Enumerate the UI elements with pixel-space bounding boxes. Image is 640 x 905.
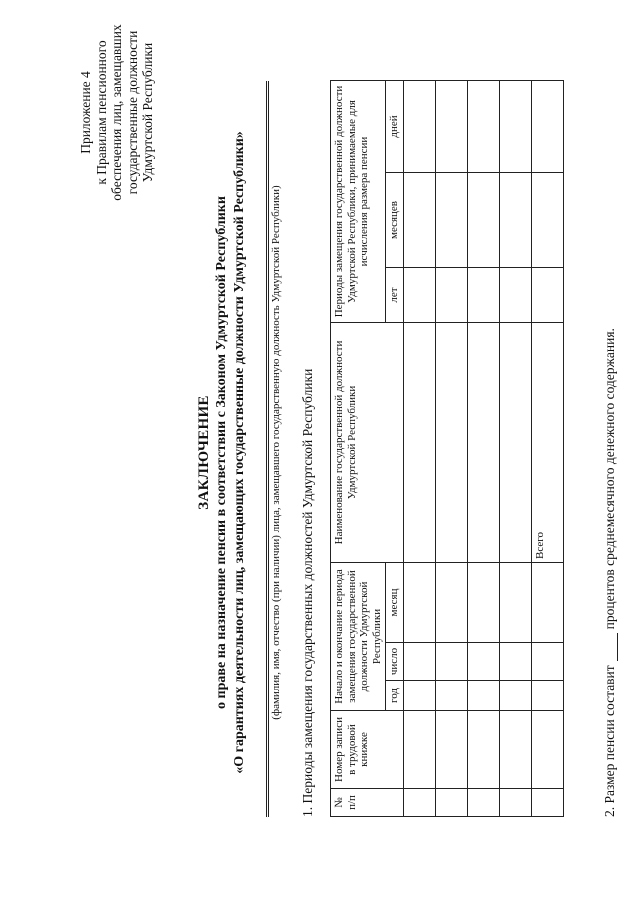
table-cell[interactable] bbox=[499, 711, 531, 789]
table-row bbox=[499, 81, 531, 817]
table-cell[interactable] bbox=[499, 173, 531, 268]
header-record-number: Номер записи в трудовой книжке bbox=[331, 711, 404, 789]
total-months-cell[interactable] bbox=[531, 173, 563, 268]
table-cell[interactable] bbox=[467, 681, 499, 711]
table-cell[interactable] bbox=[499, 323, 531, 563]
header-position: Наименование государственной должности Удмуртской Республики bbox=[331, 323, 404, 563]
document-title: ЗАКЛЮЧЕНИЕ bbox=[196, 395, 212, 510]
table-row bbox=[467, 81, 499, 817]
table-cell[interactable] bbox=[403, 563, 435, 643]
table-total-row bbox=[531, 81, 563, 817]
table-cell[interactable] bbox=[435, 711, 467, 789]
total-days-cell[interactable] bbox=[531, 81, 563, 173]
appendix-line: к Правилам пенсионного bbox=[93, 40, 109, 185]
table-cell[interactable] bbox=[467, 268, 499, 323]
table-cell[interactable] bbox=[403, 643, 435, 681]
table-cell bbox=[531, 711, 563, 789]
header-day: число bbox=[386, 643, 404, 681]
appendix-line: Приложение 4 bbox=[78, 71, 93, 154]
table-cell[interactable] bbox=[435, 173, 467, 268]
header-counted-periods: Периоды замещения государственной должности Удмуртской Республики, принимаемые для исчисления размера пенсии bbox=[331, 81, 386, 323]
table-cell[interactable] bbox=[499, 643, 531, 681]
appendix-block bbox=[78, 10, 156, 215]
pension-percent-blank[interactable] bbox=[605, 633, 618, 661]
table-cell[interactable] bbox=[467, 563, 499, 643]
document-subtitle-line2: «О гарантиях деятельности лиц, замещающих государственные должности Удмуртской Республики» bbox=[232, 131, 247, 774]
document-subtitle-line1: о праве на назначение пенсии в соответствии с Законом Удмуртской Республики bbox=[214, 196, 229, 709]
section2-suffix: процентов среднемесячного денежного содержания. bbox=[602, 328, 617, 630]
name-fill-line[interactable] bbox=[266, 81, 267, 817]
header-days: дней bbox=[386, 81, 404, 173]
table-cell[interactable] bbox=[435, 643, 467, 681]
table-cell bbox=[531, 681, 563, 711]
table-cell[interactable] bbox=[467, 323, 499, 563]
table-row bbox=[403, 81, 435, 817]
appendix-line: государственные должности bbox=[124, 30, 140, 195]
table-cell bbox=[531, 643, 563, 681]
table-cell[interactable] bbox=[499, 81, 531, 173]
table-cell bbox=[531, 563, 563, 643]
table-cell[interactable] bbox=[403, 681, 435, 711]
table-cell[interactable] bbox=[403, 173, 435, 268]
table-cell[interactable] bbox=[403, 711, 435, 789]
table-cell[interactable] bbox=[435, 681, 467, 711]
table-cell[interactable] bbox=[467, 173, 499, 268]
table-cell[interactable] bbox=[499, 268, 531, 323]
table-cell bbox=[531, 789, 563, 817]
table-cell[interactable] bbox=[499, 681, 531, 711]
section2-line bbox=[602, 328, 618, 817]
table-cell[interactable] bbox=[403, 81, 435, 173]
total-label: Всего bbox=[531, 323, 563, 563]
section2-prefix: 2. Размер пенсии составит bbox=[602, 665, 617, 817]
header-period: Начало и окончание периода замещения государственной должности Удмуртской Республики bbox=[331, 563, 386, 711]
table-cell[interactable] bbox=[403, 323, 435, 563]
total-years-cell[interactable] bbox=[531, 268, 563, 323]
name-hint: (фамилия, имя, отчество (при наличии) лица, замещавшего государственную должность Удмуртской Республики) bbox=[270, 185, 282, 720]
table-cell[interactable] bbox=[467, 643, 499, 681]
table-cell[interactable] bbox=[467, 789, 499, 817]
table-cell[interactable] bbox=[435, 323, 467, 563]
table-cell[interactable] bbox=[435, 268, 467, 323]
table-cell[interactable] bbox=[435, 81, 467, 173]
table-row bbox=[435, 81, 467, 817]
table-cell[interactable] bbox=[499, 563, 531, 643]
positions-table bbox=[330, 80, 564, 817]
header-month: месяц bbox=[386, 563, 404, 643]
header-years: лет bbox=[386, 268, 404, 323]
header-months: месяцев bbox=[386, 173, 404, 268]
table-cell[interactable] bbox=[435, 789, 467, 817]
name-fill-line-lower bbox=[268, 81, 269, 817]
section1-title: 1. Периоды замещения государственных должностей Удмуртской Республики bbox=[300, 368, 315, 817]
appendix-line: Удмуртской Республики bbox=[140, 42, 155, 183]
table-cell[interactable] bbox=[499, 789, 531, 817]
header-num: № п/п bbox=[331, 789, 404, 817]
table-cell[interactable] bbox=[403, 789, 435, 817]
table-cell[interactable] bbox=[403, 268, 435, 323]
table-cell[interactable] bbox=[467, 711, 499, 789]
header-year: год bbox=[386, 681, 404, 711]
table-cell[interactable] bbox=[467, 81, 499, 173]
appendix-line: обеспечения лиц, замещавших bbox=[109, 24, 124, 201]
table-cell[interactable] bbox=[435, 563, 467, 643]
